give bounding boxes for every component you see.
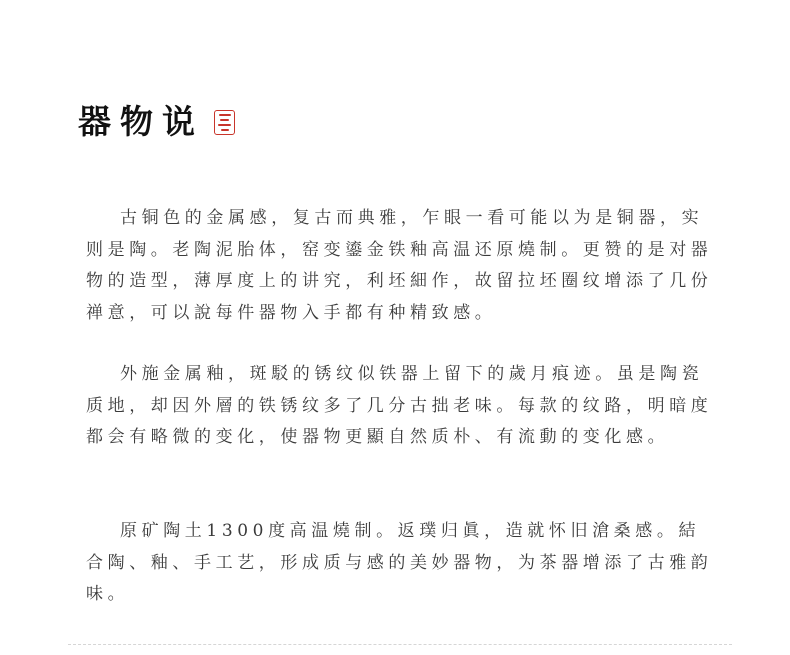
page-title: 器物说: [78, 102, 204, 141]
section-heading: [78, 100, 235, 144]
paragraph-1: 古铜色的金属感，复古而典雅，乍眼一看可能以为是铜器，实则是陶。老陶泥胎体，窑变鎏金铁釉高温还原燒制。更赞的是对器物的造型，薄厚度上的讲究，利坯細作，故留拉坯圈纹增添了几份禅意，可以說每件器物入手都有种精致感。: [86, 208, 713, 323]
bottom-divider: [68, 644, 732, 645]
paragraph-3: 原矿陶土1300度高温燒制。返璞归眞，造就怀旧滄桑感。結合陶、釉、手工艺，形成质与感的美妙器物，为茶器增添了古雅韵味。: [86, 521, 713, 604]
red-seal-stamp-icon: [214, 110, 235, 135]
paragraph-2: 外施金属釉，斑駁的锈纹似铁器上留下的歲月痕迹。虽是陶瓷质地，却因外層的铁锈纹多了几分古拙老味。每款的纹路，明暗度都会有略微的变化，使器物更顯自然质朴、有流動的变化感。: [86, 364, 713, 447]
